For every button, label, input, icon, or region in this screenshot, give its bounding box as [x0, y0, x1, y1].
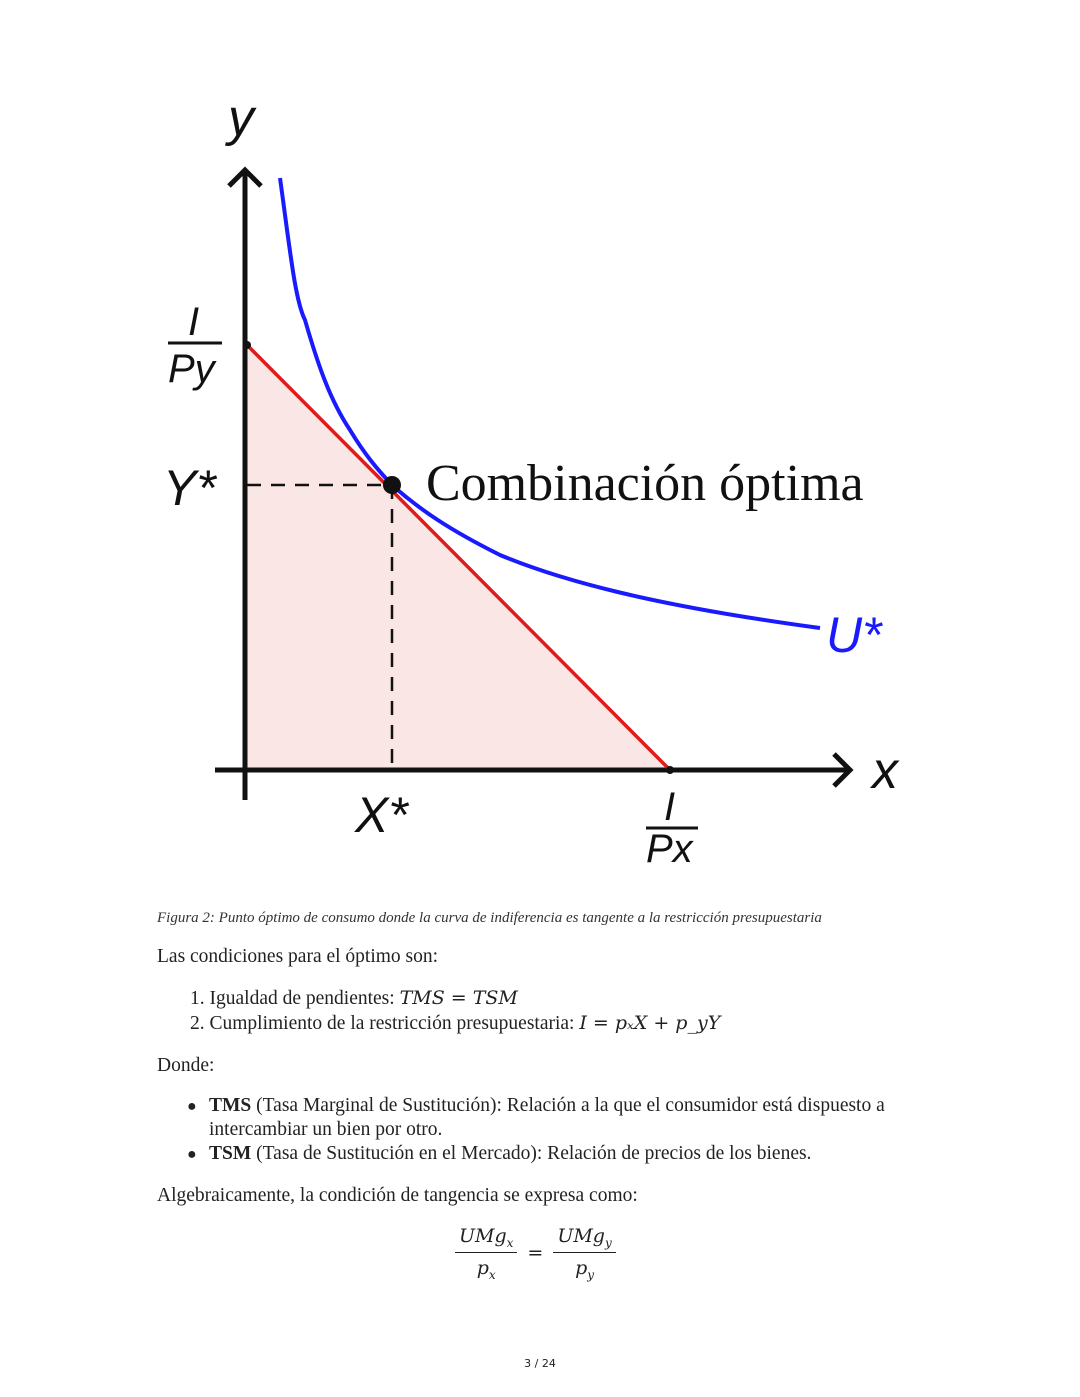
condition-math: TMS = TSM	[399, 987, 518, 1009]
rhs-denominator-sub: y	[587, 1267, 595, 1282]
definition-text: (Tasa Marginal de Sustitución): Relación a la que el consumidor está dispuesto a	[251, 1095, 885, 1116]
algebra-intro: Algebraicamente, la condición de tangencia se expresa como:	[157, 1185, 638, 1206]
x-intercept-point	[666, 766, 674, 774]
y-axis-label: y	[228, 89, 254, 147]
x-intercept-numerator: I	[664, 785, 676, 829]
definition-term: TSM	[209, 1143, 252, 1164]
intro-paragraph: Las condiciones para el óptimo son:	[157, 946, 439, 967]
x-intercept-denominator: Px	[646, 827, 693, 871]
page-number: 3 / 24	[524, 1357, 556, 1370]
figure-caption: Figura 2: Punto óptimo de consumo donde la curva de indiferencia es tangente a la restricción presupuestaria	[157, 910, 822, 926]
curve-label: U*	[826, 607, 882, 663]
definition-item	[209, 1095, 885, 1117]
lhs-numerator-sub: x	[506, 1235, 514, 1250]
bullet-icon: ●	[187, 1098, 197, 1115]
lhs-denominator: p	[476, 1256, 489, 1279]
definition-item	[209, 1143, 811, 1165]
tangency-formula	[455, 1225, 616, 1282]
condition-text: Igualdad de pendientes:	[209, 988, 400, 1009]
condition-text: Cumplimiento de la restricción presupuestaria:	[209, 1013, 580, 1034]
y-intercept-numerator: I	[188, 300, 200, 344]
rhs-denominator: p	[575, 1256, 588, 1279]
equals-sign: =	[527, 1242, 544, 1265]
rhs-fraction	[553, 1225, 615, 1282]
list-number: 2.	[190, 1013, 205, 1034]
rhs-numerator: UMg	[557, 1225, 605, 1247]
definition-continuation: intercambiar un bien por otro.	[209, 1119, 443, 1140]
optimum-label: Combinación óptima	[426, 455, 864, 512]
optimum-point	[383, 476, 401, 494]
lhs-numerator: UMg	[459, 1225, 507, 1247]
x-axis-label: x	[872, 742, 898, 800]
condition-item	[190, 1012, 720, 1035]
bullet-icon: ●	[187, 1146, 197, 1163]
y-intercept-point	[243, 341, 251, 349]
x-star-label: X*	[355, 787, 408, 843]
condition-math: I = pₓX + p_yY	[579, 1012, 721, 1034]
y-star-label: Y*	[163, 460, 216, 516]
lhs-fraction	[455, 1225, 517, 1282]
list-number: 1.	[190, 988, 205, 1009]
lhs-denominator-sub: x	[488, 1267, 496, 1282]
donde-label: Donde:	[157, 1055, 215, 1076]
y-intercept-denominator: Py	[168, 347, 215, 391]
condition-item	[190, 987, 518, 1010]
definition-term: TMS	[209, 1095, 252, 1116]
definition-text: (Tasa de Sustitución en el Mercado): Relación de precios de los bienes.	[251, 1143, 812, 1164]
rhs-numerator-sub: y	[604, 1235, 612, 1250]
